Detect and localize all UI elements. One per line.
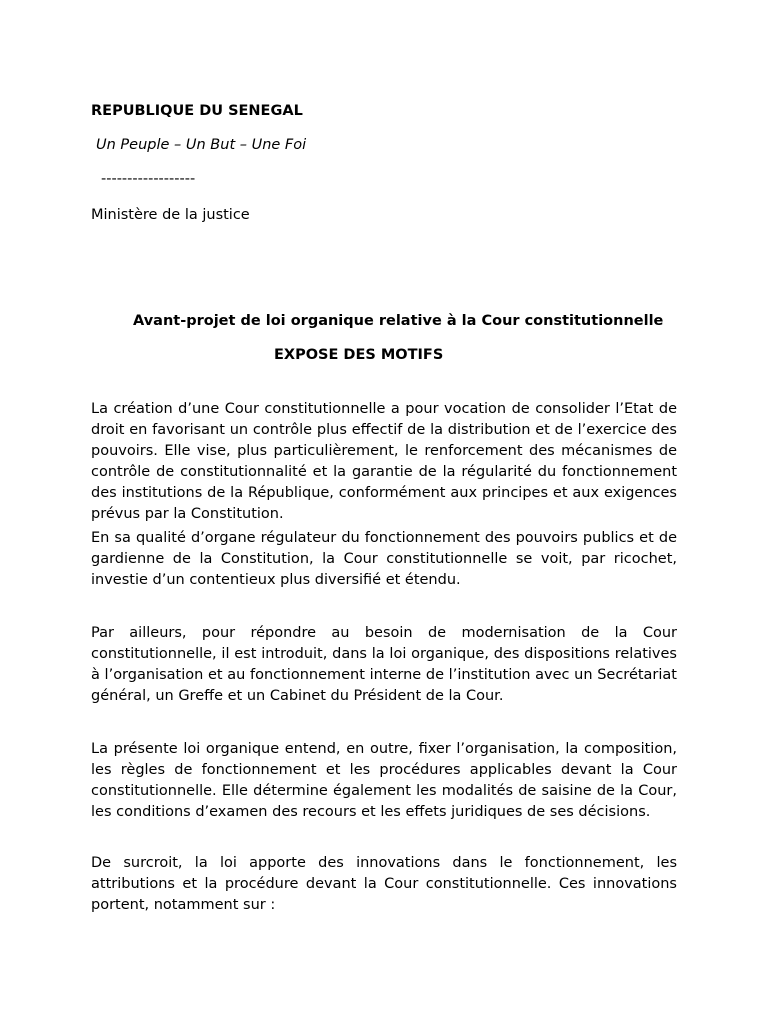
header-separator: ------------------ [101, 171, 196, 187]
paragraph: En sa qualité d’organe régulateur du fonctionnement des pouvoirs publics et de gardienne de la Constitution, la Cour constitutionnelle se voit, par ricochet, investie d’un contentieux plus diversifié et étendu. [91, 530, 677, 588]
paragraph: Par ailleurs, pour répondre au besoin de modernisation de la Cour constitutionnelle, il est introduit, dans la loi organique, des dispositions relatives à l’organisation et au fonctionnement interne de l’institution avec un Secrétariat général, un Greffe et un Cabinet du Président de la Cour. [91, 625, 677, 704]
country-name-heading: REPUBLIQUE DU SENEGAL [91, 103, 303, 119]
ministry-name: Ministère de la justice [91, 207, 250, 223]
section-title: EXPOSE DES MOTIFS [274, 347, 444, 363]
paragraph: La création d’une Cour constitutionnelle a pour vocation de consolider l’Etat de droit en favorisant un contrôle plus effectif de la distribution et de l’exercice des pouvoirs. Elle vise, plus particulièrement, le renforcement des mécanismes de contrôle de constitutionnalité et la garantie de la régularité du fonctionnement des institutions de la République, conformément aux principes et aux exigences prévus par la Constitution. [91, 401, 677, 522]
national-motto: Un Peuple – Un But – Une Foi [96, 137, 307, 153]
paragraph: La présente loi organique entend, en outre, fixer l’organisation, la composition, les règles de fonctionnement et les procédures applicables devant la Cour constitutionnelle. Elle détermine également les modalités de saisine de la Cour, les conditions d’examen des recours et les effets juridiques de ses décisions. [91, 741, 677, 820]
paragraph: De surcroit, la loi apporte des innovations dans le fonctionnement, les attributions et la procédure devant la Cour constitutionnelle. Ces innovations portent, notamment sur : [91, 855, 677, 913]
document-title: Avant-projet de loi organique relative à la Cour constitutionnelle [133, 313, 664, 329]
